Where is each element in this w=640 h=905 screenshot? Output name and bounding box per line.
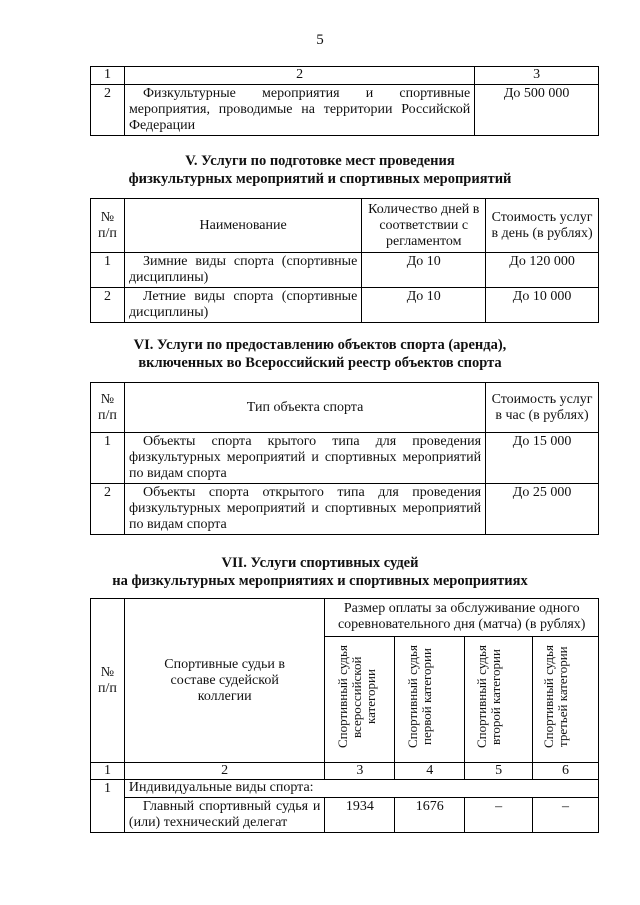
header-category-third: Спортивный судья третьей категории [533, 637, 599, 763]
header-cost: Стоимость услуг в день (в рублях) [486, 199, 599, 253]
row-number: 1 [91, 780, 125, 833]
header-category-second: Спортивный судья второй категории [465, 637, 533, 763]
column-number: 5 [465, 763, 533, 780]
column-number: 6 [533, 763, 599, 780]
row-name: Главный спортивный судья и (или) технический делегат [124, 798, 325, 833]
section-title: VI. Услуги по предоставлению объектов спорта (аренда), включенных во Всероссийский реестр объектов спорта [133, 337, 507, 371]
row-number: 2 [91, 85, 125, 136]
column-number: 3 [325, 763, 395, 780]
header-category-all-russian: Спортивный судья всероссийской категории [325, 637, 395, 763]
row-name: Физкультурные мероприятия и спортивные мероприятия, проводимые на территории Российской Федерации [124, 85, 474, 136]
row-value-third: – [533, 798, 599, 833]
section-title: V. Услуги по подготовке мест проведения физкультурных мероприятий и спортивных мероприятий [128, 153, 512, 187]
header-days: Количество дней в соответствии с регламентом [362, 199, 486, 253]
row-type: Объекты спорта открытого типа для проведения физкультурных мероприятий и спортивных мероприятий по видам спорта [124, 484, 485, 535]
header-num: № п/п [91, 199, 125, 253]
header-cell: 1 [91, 67, 125, 85]
header-cell: 2 [124, 67, 474, 85]
row-type: Объекты спорта крытого типа для проведения физкультурных мероприятий и спортивных мероприятий по видам спорта [124, 433, 485, 484]
row-number: 2 [91, 484, 125, 535]
row-cost: До 120 000 [486, 253, 599, 288]
row-value: До 500 000 [475, 85, 599, 136]
table-section-6 [90, 382, 599, 535]
row-cost: До 15 000 [486, 433, 599, 484]
header-cost: Стоимость услуг в час (в рублях) [486, 383, 599, 433]
header-num: № п/п [91, 599, 125, 763]
row-number: 2 [91, 288, 125, 323]
header-name: Наименование [124, 199, 361, 253]
header-num: № п/п [91, 383, 125, 433]
table-continuation [90, 66, 599, 136]
header-category-first: Спортивный судья первой категории [395, 637, 465, 763]
row-value-first: 1676 [395, 798, 465, 833]
group-label: Индивидуальные виды спорта: [124, 780, 598, 798]
header-type: Тип объекта спорта [124, 383, 485, 433]
row-value-all-russian: 1934 [325, 798, 395, 833]
row-days: До 10 [362, 288, 486, 323]
column-number: 1 [91, 763, 125, 780]
row-name: Летние виды спорта (спортивные дисциплины) [124, 288, 361, 323]
section-title: VII. Услуги спортивных судей на физкультурных мероприятиях и спортивных мероприятиях [112, 555, 528, 589]
header-judges: Спортивные судьи в составе судейской коллегии [124, 599, 325, 763]
row-cost: До 10 000 [486, 288, 599, 323]
column-number: 4 [395, 763, 465, 780]
header-cell: 3 [475, 67, 599, 85]
row-number: 1 [91, 433, 125, 484]
header-payment: Размер оплаты за обслуживание одного соревновательного дня (матча) (в рублях) [325, 599, 599, 637]
page-number: 5 [316, 32, 324, 48]
table-section-7 [90, 598, 599, 833]
row-cost: До 25 000 [486, 484, 599, 535]
column-number: 2 [124, 763, 325, 780]
row-name: Зимние виды спорта (спортивные дисциплины) [124, 253, 361, 288]
row-value-second: – [465, 798, 533, 833]
row-days: До 10 [362, 253, 486, 288]
row-number: 1 [91, 253, 125, 288]
table-section-5 [90, 198, 599, 323]
